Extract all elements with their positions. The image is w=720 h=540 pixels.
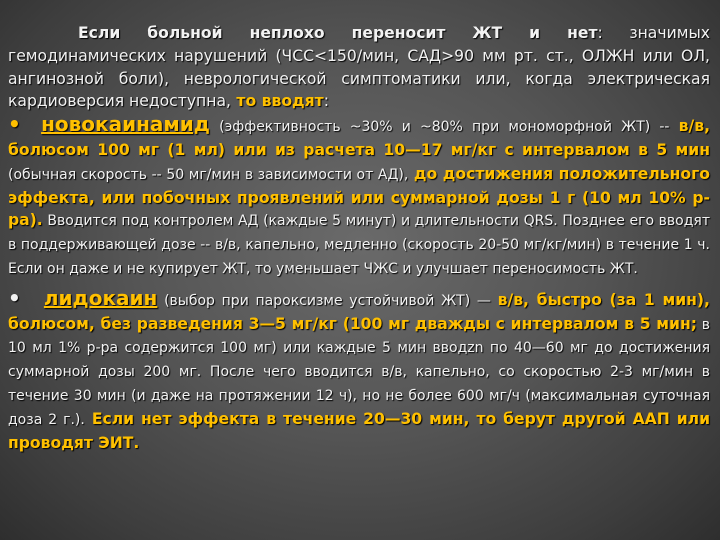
drug-name-lidocaine: лидокаин [43, 285, 158, 310]
drug-name-novocainamide: новокаинамид [41, 112, 210, 137]
lidocaine-indication: (выбор при пароксизме устойчивой ЖТ) — [157, 292, 498, 309]
novocainamide-rate: (обычная скорость -- 50 мг/мин в зависимости от АД), [8, 166, 409, 183]
novocainamide-endpoint: до достижения положительного эффекта, или побочных проявлений или суммарной дозы 1 г (10 мл 10% р-ра). [8, 164, 710, 230]
bullet-icon: • [8, 112, 21, 137]
novocainamide-monitoring: Вводится под контролем АД (каждые 5 минут) и длительности QRS. Позднее его вводят в поддерживающей дозе -- в/в, капельно, медленно (скорость 20-50 мг/кг/мин) в течение 1 ч. Если он даже и не купирует ЖТ, то уменьшает ЧЖС и улучшает переносимость ЖТ. [8, 213, 710, 277]
intro-then-give: то вводят [236, 92, 324, 111]
intro-colon: : [323, 92, 329, 111]
bullet-lidocaine [8, 287, 710, 455]
intro-condition: Если больной неплохо переносит ЖТ и нет [78, 24, 598, 42]
bullet-novocainamide [8, 113, 710, 281]
novocainamide-dose: в/в, болюсом 100 мг (1 мл) или из расчета 10—17 мг/кг с интервалом в 5 мин [8, 117, 711, 159]
lidocaine-details: в 10 мл 1% р-ра содержится 100 мг) или каждые 5 мин вводzn по 40—60 мг до достижения суммарной дозы 200 мг. После чего вводится в/в, капельно, со скоростью 2-3 мг/мин в течение 30 мин (и даже на протяжении 12 ч), но не более 600 мг/ч (максимальная суточная доза 2 г.). [8, 316, 711, 428]
lidocaine-no-effect: Если нет эффекта в течение 20—30 мин, то берут другой ААП или проводят ЭИТ. [8, 409, 711, 452]
lidocaine-dose: в/в, быстро (за 1 мин), болюсом, без разведения 3—5 мг/кг (100 мг дважды с интервалом в 5 мин; [8, 290, 710, 333]
bullet-icon: • [8, 285, 21, 310]
intro-criteria: : значимых гемодинамических нарушений (ЧСС<150/мин, САД>90 мм рт. ст., ОЛЖН или ОЛ, ангинозной боли), неврологической симптоматики или, когда электрическая кардиоверсия недоступна, [8, 24, 711, 111]
novocainamide-efficacy: (эффективность ~30% и ~80% при мономорфной ЖТ) -- [209, 119, 679, 136]
slide-text [8, 22, 710, 454]
intro-paragraph [8, 22, 710, 113]
